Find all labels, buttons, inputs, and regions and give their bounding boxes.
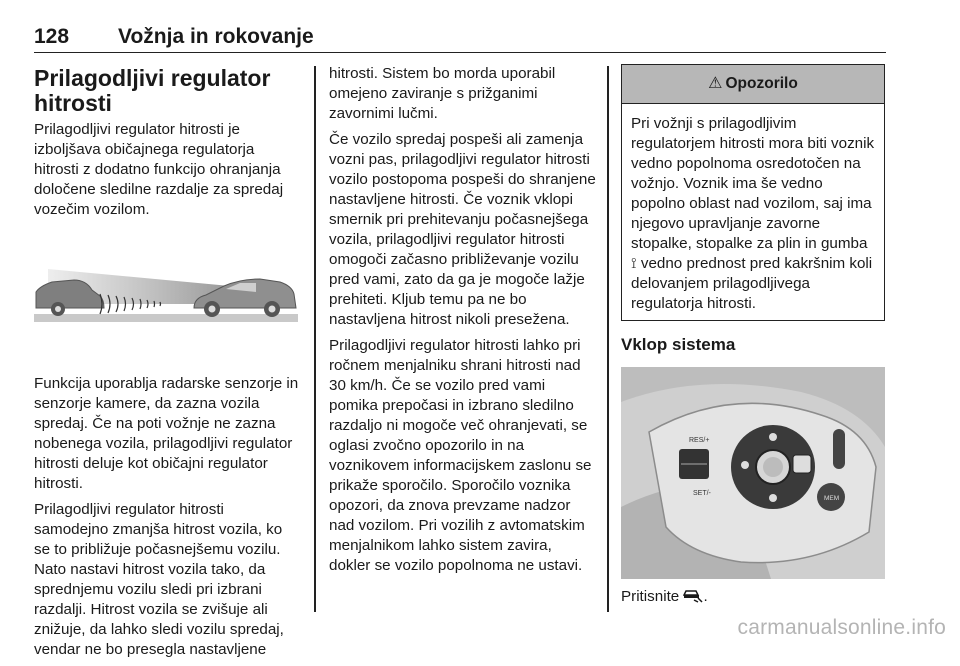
res-label: RES/+ bbox=[689, 437, 710, 444]
instruction-line bbox=[621, 587, 886, 607]
paragraph: Če vozilo spredaj pospeši ali zamenja vozni pas, prilagodljivi regulator hitrosti vozilo postopoma pospeši do shranjene nastavljene hitrosti. Če voznik vklopi smernik pri prehitevanju počasnejšega vozila, prilagodljivi regulator hitrosti omogoči začasno približevanje vozilu pred vami, zato da ga je mogoče lažje prehiteti. Kljub temu pa ne bo nastavljena hitrost nikoli presežena. bbox=[329, 131, 596, 328]
intro-paragraph: Prilagodljivi regulator hitrosti je izboljšava običajnega regulatorja hitrosti z dodatno funkcijo ohranjanja določene sledilne razdalje za spredaj vozečim vozilom. bbox=[34, 121, 284, 218]
adaptive-cruise-icon bbox=[683, 587, 703, 603]
steering-wheel-controls-photo bbox=[621, 367, 885, 579]
page-number: 128 bbox=[34, 25, 70, 48]
column-right bbox=[621, 64, 886, 607]
paragraph: Prilagodljivi regulator hitrosti lahko pri ročnem menjalniku shrani hitrosti nad 30 km/h. Če se vozilo pred vami pomika prepočasi in izbrano sledilno razdaljo ni mogoče več ohranjevati, se oglasi zvočno opozorilo in na voznikovem informacijskem zaslonu se prikaže sporočilo. Sporočilo voznika opozori, da znova prevzame nadzor nad vozilom. Pri vozilih z avtomatskim menjalnikom lahko sistem zavira, dokler se vozilo popolnoma ne ustavi. bbox=[329, 337, 592, 574]
column-divider bbox=[607, 66, 609, 612]
subsection-heading: Vklop sistema bbox=[621, 335, 736, 354]
car-following-illustration bbox=[34, 262, 298, 330]
paragraph: hitrosti. Sistem bo morda uporabil omejeno zaviranje s prižganimi zavornimi lučmi. bbox=[329, 65, 556, 122]
page-header bbox=[34, 22, 886, 53]
warning-title: Opozorilo bbox=[725, 75, 798, 92]
paragraph: Funkcija uporablja radarske senzorje in senzorje kamere, da zazna vozila spredaj. Če na poti vožnje ne zazna nobenega vozila, prilagodljivi regulator hitrosti deluje kot običajni regulator hitrosti. bbox=[34, 375, 299, 492]
warning-box bbox=[621, 64, 885, 321]
road bbox=[34, 314, 298, 322]
warning-triangle-icon: ⚠ bbox=[708, 75, 723, 92]
column-middle bbox=[329, 64, 597, 582]
paragraph: Prilagodljivi regulator hitrosti samodejno zmanjša hitrost vozila, ko se to približuje počasnejšemu vozilu. Nato nastavi hitrost vozila tako, da sprednjemu vozilu sledi pri izbrani razdalji. Hitrost vozila se zvišuje ali znižuje, da lahko sledi vozilu spredaj, vendar ne bo presegla nastavljene bbox=[34, 501, 284, 658]
chapter-title: Vožnja in rokovanje bbox=[118, 25, 314, 48]
warning-header bbox=[622, 65, 884, 104]
instruction-period: . bbox=[703, 588, 708, 605]
set-label: SET/- bbox=[693, 490, 711, 497]
instruction-text: Pritisnite bbox=[621, 588, 680, 605]
warning-text: Pri vožnji s prilagodljivim regulatorjem hitrosti mora biti voznik vedno popolnoma osredotočen na vožnjo. Voznik ima še vedno popolno oblast nad vozilom, saj ima njegovo upravljanje zavorne stopalke, stopalke za plin in gumba ⟟ vedno prednost pred kakršnim koli delovanjem prilagodljivega regulatorja hitrosti. bbox=[631, 115, 875, 312]
mem-label: MEM bbox=[824, 495, 840, 502]
column-left bbox=[34, 64, 302, 666]
column-divider bbox=[314, 66, 316, 612]
adaptive-cruise-button bbox=[793, 455, 811, 473]
section-title: Prilagodljivi regulator hitrosti bbox=[34, 65, 271, 116]
watermark: carmanualsonline.info bbox=[737, 616, 946, 639]
